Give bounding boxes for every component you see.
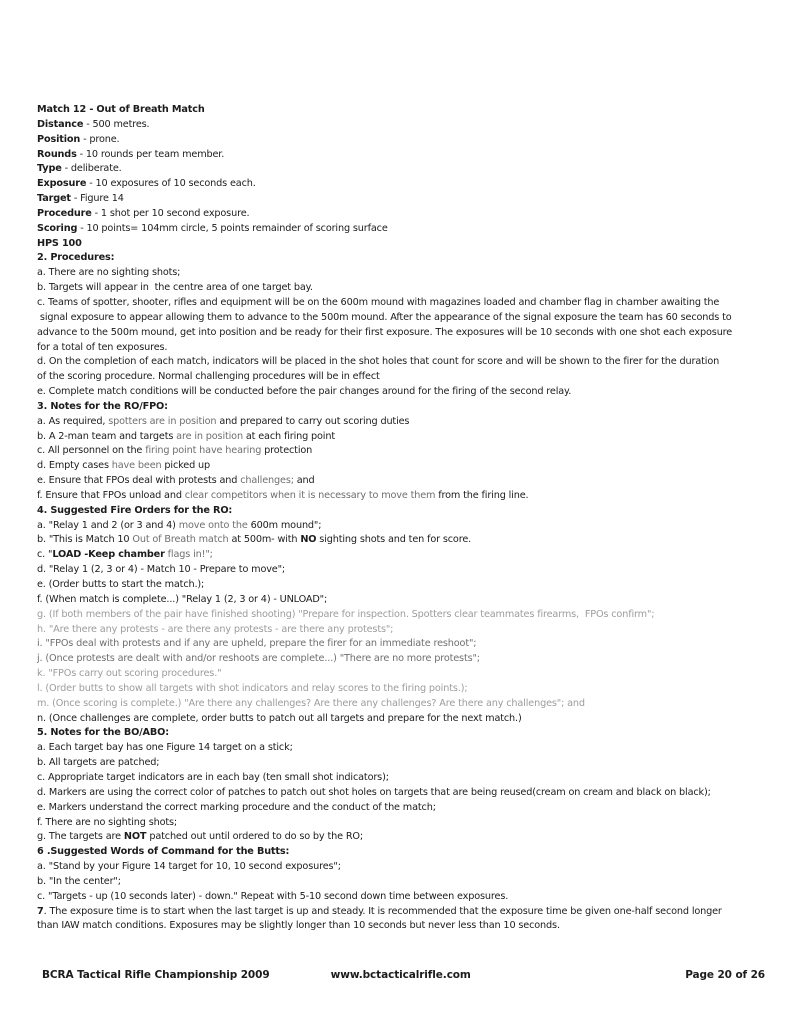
doc-line <box>37 667 767 682</box>
text-run: NO <box>300 534 317 546</box>
text-run: at each firing point <box>242 430 335 442</box>
doc-line <box>37 830 767 845</box>
text-run: a. "Relay 1 and 2 (or 3 and 4) <box>37 519 179 531</box>
section-notes-ro-fpo <box>37 400 767 504</box>
text-run: 7 <box>37 905 44 917</box>
doc-line <box>37 296 767 311</box>
doc-line <box>37 444 767 459</box>
doc-line <box>37 578 767 593</box>
section-procedures <box>37 251 767 399</box>
doc-line <box>37 875 767 890</box>
text-run: h. "Are there any protests - are there any protests - are there any protests"; <box>37 623 394 635</box>
text-run: j. (Once protests are dealt with and/or reshoots are complete...) "There are no more protests"; <box>37 653 480 665</box>
doc-line <box>37 103 767 118</box>
text-run: picked up <box>161 460 210 472</box>
text-run: b. "This is Match 10 <box>37 534 133 546</box>
doc-line <box>37 192 767 207</box>
text-run: g. (If both members of the pair have finished shooting) "Prepare for inspection. Spotters clear teammates firearms, FPOs confirm"; <box>37 608 655 620</box>
text-run: signal exposure to appear allowing them to advance to the 500m mound. After the appearance of the signal exposure the team has 60 seconds to <box>37 311 732 323</box>
section-heading <box>37 845 767 860</box>
text-run: clear competitors when it is necessary to move them <box>184 489 436 501</box>
text-run: and <box>293 475 315 487</box>
text-run: c. Teams of spotter, shooter, rifles and equipment will be on the 600m mound with magazines loaded and chamber flag in chamber awaiting the <box>37 296 720 308</box>
text-run: NOT <box>123 831 147 843</box>
text-run: e. (Order butts to start the match.); <box>37 579 205 590</box>
text-run: f. There are no sighting shots; <box>37 816 178 828</box>
text-run: 3. Notes for the RO/FPO: <box>37 400 168 412</box>
doc-line <box>37 162 767 177</box>
doc-line <box>37 741 767 756</box>
text-run: f. (When match is complete...) "Relay 1 (2, 3 or 4) - UNLOAD"; <box>37 593 328 605</box>
sections-container <box>37 251 767 934</box>
doc-line <box>37 637 767 652</box>
text-run: - Figure 14 <box>70 193 124 205</box>
text-run: . The exposure time is to start when the last target is up and steady. It is recommended that the exposure time be given one-half second longer <box>43 905 722 917</box>
text-run: 6 .Suggested Words of Command for the Butts: <box>37 846 290 858</box>
text-run: Procedure <box>37 207 92 219</box>
doc-line <box>37 341 767 356</box>
text-run: - 1 shot per 10 second exposure. <box>91 207 250 219</box>
text-run: i. "FPOs deal with protests and if any are upheld, prepare the firer for an immediate reshoot"; <box>37 638 477 650</box>
doc-line <box>37 311 767 326</box>
doc-line <box>37 237 767 252</box>
text-run: f. Ensure that FPOs unload and <box>37 489 185 501</box>
text-run: Exposure <box>37 178 87 190</box>
doc-line <box>37 326 767 341</box>
text-run: m. (Once scoring is complete.) "Are there any challenges? Are there any challenges? Are there any challenges"; and <box>37 697 585 709</box>
text-run: a. "Stand by your Figure 14 target for 10, 10 second exposures"; <box>37 861 341 873</box>
doc-line <box>37 519 767 534</box>
text-run: HPS 100 <box>37 237 82 249</box>
doc-line <box>37 133 767 148</box>
text-run: have been <box>111 460 162 472</box>
text-run: - 10 points= 104mm circle, 5 points remainder of scoring surface <box>77 222 388 234</box>
doc-line <box>37 786 767 801</box>
text-run: firing point have hearing <box>145 445 262 457</box>
doc-line <box>37 459 767 474</box>
doc-line <box>37 266 767 281</box>
page-footer <box>42 969 765 985</box>
text-run: d. Markers are using the correct color of patches to patch out shot holes on targets that are being reused(cream on cream and black on black); <box>37 786 711 798</box>
doc-line <box>37 682 767 697</box>
doc-line <box>37 652 767 667</box>
text-run: b. All targets are patched; <box>37 757 160 769</box>
doc-line <box>37 355 767 370</box>
doc-line <box>37 697 767 712</box>
text-run: from the firing line. <box>435 489 529 501</box>
doc-line <box>37 489 767 504</box>
section-heading <box>37 504 767 519</box>
doc-line <box>37 415 767 430</box>
text-run: d. "Relay 1 (2, 3 or 4) - Match 10 - Prepare to move"; <box>37 564 286 576</box>
doc-line <box>37 905 767 920</box>
doc-line <box>37 533 767 548</box>
text-run: are in position <box>176 430 243 442</box>
text-run: b. "In the center"; <box>37 875 121 887</box>
text-run: Target <box>37 193 71 205</box>
doc-line <box>37 222 767 237</box>
text-run: c. All personnel on the <box>37 445 146 457</box>
text-run: a. There are no sighting shots; <box>37 267 181 279</box>
section-heading <box>37 251 767 266</box>
text-run: than IAW match conditions. Exposures may be slightly longer than 10 seconds but never less than 10 seconds. <box>37 920 560 932</box>
text-run: c. Appropriate target indicators are in each bay (ten small shot indicators); <box>37 771 389 783</box>
match-info-section <box>37 103 767 251</box>
doc-line <box>37 118 767 133</box>
text-run: - deliberate. <box>61 163 122 175</box>
text-run: e. Complete match conditions will be conducted before the pair changes around for the firing of the second relay. <box>37 386 572 398</box>
text-run: of the scoring procedure. Normal challenging procedures will be in effect <box>37 371 380 383</box>
text-run: flags in!"; <box>167 549 213 561</box>
doc-line <box>37 370 767 385</box>
text-run: sighting shots and ten for score. <box>316 534 472 546</box>
text-run: Match 12 - Out of Breath Match <box>37 104 205 115</box>
text-run: 600m mound"; <box>247 519 322 531</box>
doc-line <box>37 548 767 563</box>
text-run: Type <box>37 163 62 175</box>
doc-line <box>37 712 767 727</box>
text-run: c. "Targets - up (10 seconds later) - down." Repeat with 5-10 second down time between exposures. <box>37 890 509 902</box>
text-run: - 10 exposures of 10 seconds each. <box>86 178 256 190</box>
text-run: b. A 2-man team and targets <box>37 430 177 442</box>
text-run: - 500 metres. <box>83 118 150 130</box>
doc-line <box>37 430 767 445</box>
doc-line <box>37 207 767 222</box>
section-heading <box>37 726 767 741</box>
text-run: g. The targets are <box>37 831 124 843</box>
text-run: c. " <box>37 549 53 561</box>
section-fire-orders-ro <box>37 504 767 727</box>
text-run: Out of Breath match <box>132 534 229 546</box>
text-run: and prepared to carry out scoring duties <box>216 415 410 427</box>
doc-line <box>37 756 767 771</box>
section-notes-bo-abo <box>37 726 767 845</box>
doc-line <box>37 771 767 786</box>
doc-line <box>37 623 767 638</box>
doc-line <box>37 474 767 489</box>
text-run: spotters are in position <box>108 415 217 427</box>
text-run: LOAD -Keep chamber <box>52 549 165 561</box>
doc-line <box>37 860 767 875</box>
text-run: challenges; <box>240 475 294 487</box>
text-run: d. Empty cases <box>37 460 112 472</box>
doc-line <box>37 593 767 608</box>
doc-line <box>37 919 767 934</box>
text-run: Rounds <box>37 148 77 160</box>
doc-line <box>37 563 767 578</box>
text-run: - 10 rounds per team member. <box>76 148 225 160</box>
text-run: n. (Once challenges are complete, order butts to patch out all targets and prepare for the next match.) <box>37 712 522 724</box>
doc-line <box>37 281 767 296</box>
footer-championship-title: BCRA Tactical Rifle Championship 2009 <box>42 969 270 981</box>
doc-line <box>37 148 767 163</box>
text-run: advance to the 500m mound, get into position and be ready for their first exposure. The exposures will be 10 seconds with one shot each exposure <box>37 326 733 338</box>
doc-line <box>37 385 767 400</box>
text-run: 5. Notes for the BO/ABO: <box>37 727 169 739</box>
footer-website: www.bctacticalrifle.com <box>330 969 471 981</box>
text-run: - prone. <box>80 133 120 145</box>
text-run: protection <box>261 445 313 457</box>
text-run: k. "FPOs carry out scoring procedures." <box>37 668 222 680</box>
doc-line <box>37 608 767 623</box>
section-heading <box>37 400 767 415</box>
text-run: l. (Order butts to show all targets with shot indicators and relay scores to the firing points.); <box>37 682 468 694</box>
text-run: a. As required, <box>37 415 109 427</box>
text-run: Scoring <box>37 222 78 234</box>
doc-line <box>37 177 767 192</box>
text-run: Position <box>37 133 81 145</box>
section-exposure-time-note <box>37 905 767 935</box>
text-run: Distance <box>37 118 84 130</box>
text-run: move onto the <box>178 519 248 531</box>
doc-line <box>37 801 767 816</box>
text-run: a. Each target bay has one Figure 14 target on a stick; <box>37 742 293 754</box>
doc-line <box>37 890 767 905</box>
doc-line <box>37 816 767 831</box>
footer-page-number: Page 20 of 26 <box>685 969 765 981</box>
text-run: at 500m- with <box>228 534 301 546</box>
text-run: e. Ensure that FPOs deal with protests and <box>37 475 241 487</box>
text-run: for a total of ten exposures. <box>37 341 168 353</box>
text-run: b. Targets will appear in the centre area of one target bay. <box>37 282 313 294</box>
text-run: 4. Suggested Fire Orders for the RO: <box>37 504 233 516</box>
document-body <box>37 103 767 934</box>
text-run: e. Markers understand the correct marking procedure and the conduct of the match; <box>37 801 436 813</box>
text-run: 2. Procedures: <box>37 252 115 264</box>
text-run: patched out until ordered to do so by the RO; <box>146 831 363 843</box>
text-run: d. On the completion of each match, indicators will be placed in the shot holes that count for score and will be shown to the firer for the duration <box>37 356 720 368</box>
section-words-of-command-butts <box>37 845 767 904</box>
